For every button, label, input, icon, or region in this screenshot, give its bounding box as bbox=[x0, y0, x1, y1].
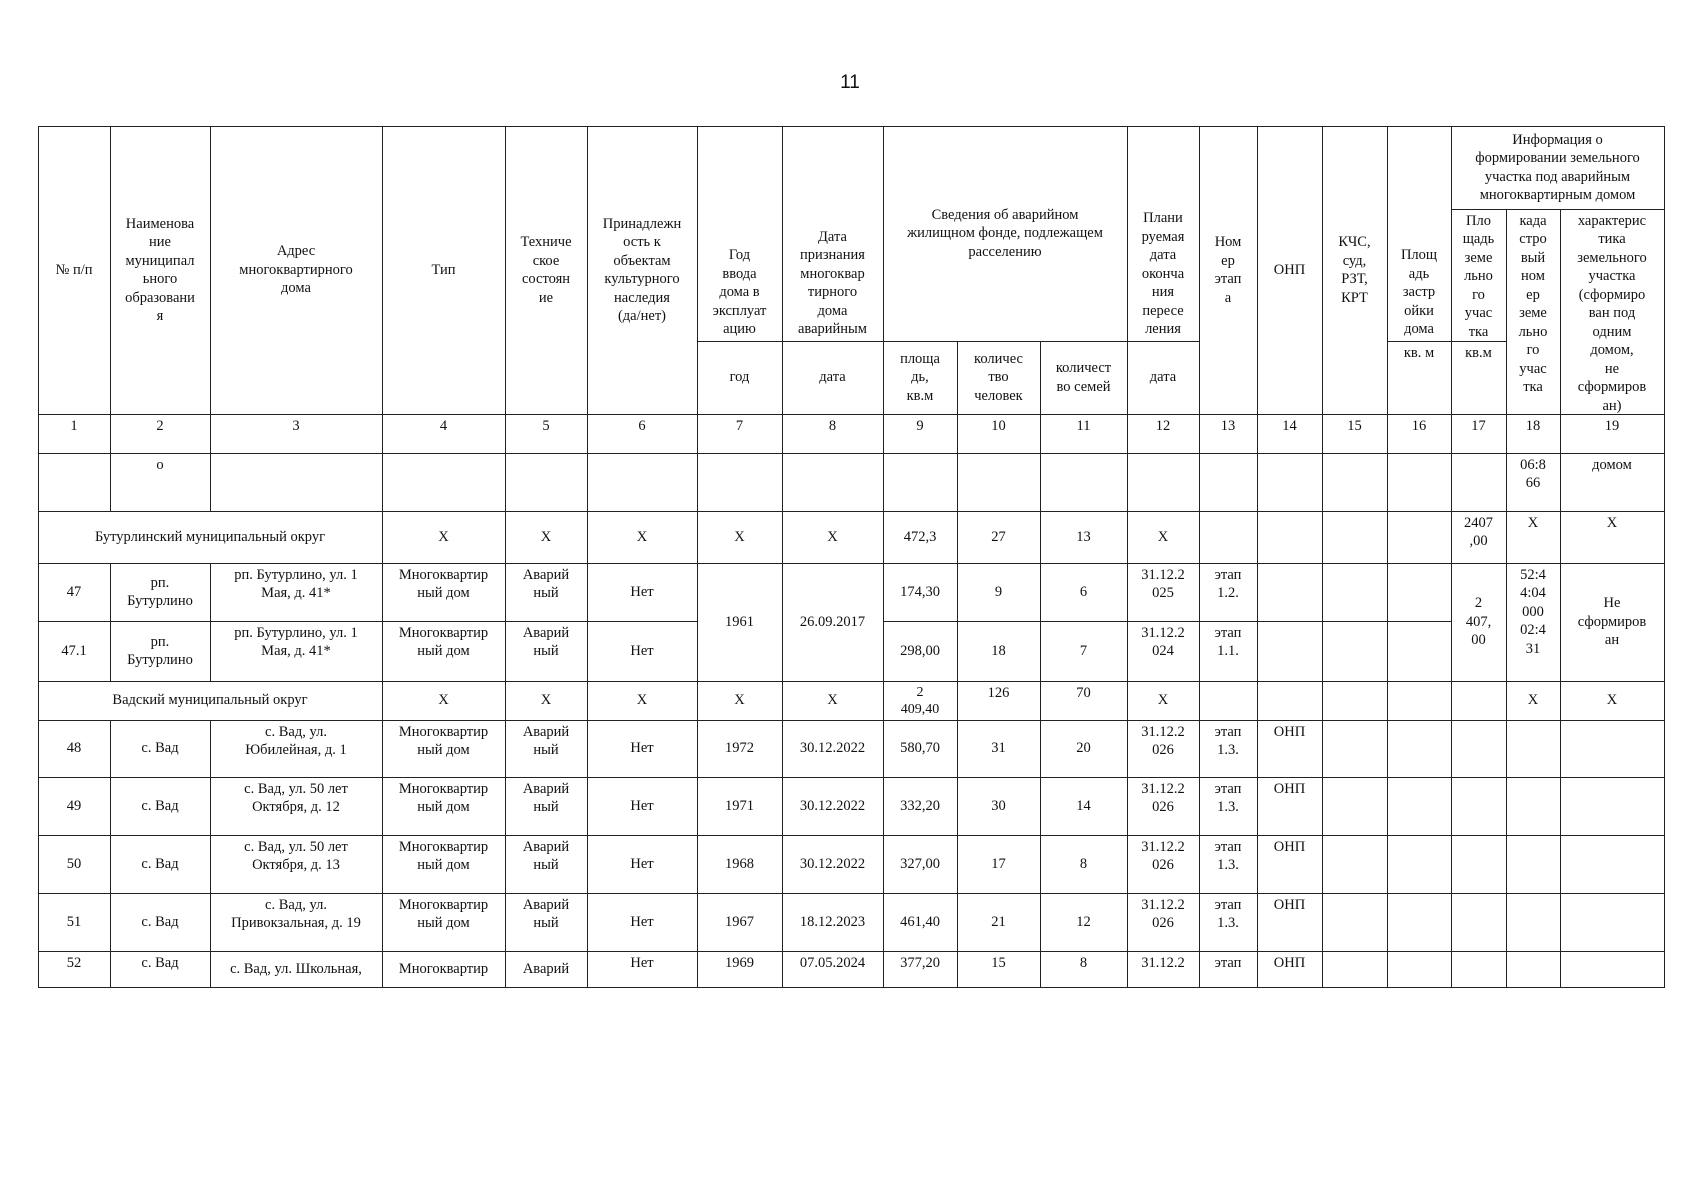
col-header-land-plot-info: Информация о формировании земельного участка под аварийным многоквартирным домом bbox=[1451, 126, 1665, 210]
row-stage: этап 1.3. bbox=[1199, 720, 1258, 778]
district-summary-cell: X bbox=[587, 681, 698, 721]
row-recognition-date-merged: 26.09.2017 bbox=[782, 563, 884, 682]
col-header-plot-characteristic: характерис тика земельного участка (сформиро ван под одним домом, не сформиров ан) bbox=[1560, 209, 1665, 415]
district-summary-cell: X bbox=[505, 511, 588, 564]
district-summary-families: 13 bbox=[1040, 511, 1128, 564]
row-heritage: Нет bbox=[587, 951, 698, 988]
column-number-12: 12 bbox=[1127, 414, 1200, 454]
column-number-18: 18 bbox=[1506, 414, 1561, 454]
row-heritage: Нет bbox=[587, 621, 698, 682]
continuation-cell-14 bbox=[1257, 453, 1323, 512]
row-plot-area-merged: 2 407, 00 bbox=[1451, 563, 1507, 682]
district-summary-cell bbox=[1322, 681, 1388, 721]
row-plot-area bbox=[1451, 835, 1507, 894]
row-number: 52 bbox=[38, 951, 111, 988]
column-number-10: 10 bbox=[957, 414, 1041, 454]
continuation-cell-18: 06:8 66 bbox=[1506, 453, 1561, 512]
row-recognition-date: 30.12.2022 bbox=[782, 720, 884, 778]
district-summary-cell bbox=[1387, 511, 1452, 564]
row-plot-area bbox=[1451, 893, 1507, 952]
district-summary-people: 27 bbox=[957, 511, 1041, 564]
district-summary-cell bbox=[1451, 681, 1507, 721]
col-header-planned-end-date: Плани руемая дата оконча ния пересе ления bbox=[1127, 126, 1200, 342]
row-planned-end-date: 31.12.2 024 bbox=[1127, 621, 1200, 682]
district-summary-cell bbox=[1322, 511, 1388, 564]
continuation-cell-7 bbox=[697, 453, 783, 512]
district-summary-cell: X bbox=[697, 681, 783, 721]
row-building-area bbox=[1387, 563, 1452, 622]
continuation-cell-8 bbox=[782, 453, 884, 512]
col-header-heritage: Принадлежн ость к объектам культурного наследия (да/нет) bbox=[587, 126, 698, 415]
row-onp bbox=[1257, 621, 1323, 682]
row-area: 327,00 bbox=[883, 835, 958, 894]
row-commission-year: 1967 bbox=[697, 893, 783, 952]
row-cadastral-number bbox=[1506, 835, 1561, 894]
district-summary-cell: X bbox=[1127, 681, 1200, 721]
row-onp: ОНП bbox=[1257, 893, 1323, 952]
continuation-cell-1 bbox=[38, 453, 111, 512]
row-technical-state: Аварий bbox=[505, 951, 588, 988]
row-area: 298,00 bbox=[883, 621, 958, 682]
district-summary-cell: X bbox=[782, 511, 884, 564]
column-number-13: 13 bbox=[1199, 414, 1258, 454]
row-stage: этап 1.1. bbox=[1199, 621, 1258, 682]
col-header-technical-state: Техниче ское состоян ие bbox=[505, 126, 588, 415]
row-kchs bbox=[1322, 951, 1388, 988]
row-stage: этап 1.2. bbox=[1199, 563, 1258, 622]
col-header-number: № п/п bbox=[38, 126, 111, 415]
row-heritage: Нет bbox=[587, 563, 698, 622]
col-header-recognition-date: Дата признания многоквар тирного дома аварийным bbox=[782, 126, 884, 342]
district-summary-families: 70 bbox=[1040, 681, 1128, 721]
row-municipality: с. Вад bbox=[110, 835, 211, 894]
continuation-cell-9 bbox=[883, 453, 958, 512]
row-families: 8 bbox=[1040, 835, 1128, 894]
continuation-cell-15 bbox=[1322, 453, 1388, 512]
row-municipality: с. Вад bbox=[110, 951, 211, 988]
subheader-families: количест во семей bbox=[1040, 341, 1128, 415]
subheader-sqm: кв. м bbox=[1387, 341, 1452, 415]
row-address: рп. Бутурлино, ул. 1 Мая, д. 41* bbox=[210, 563, 383, 622]
row-cadastral-number bbox=[1506, 893, 1561, 952]
row-address: с. Вад, ул. Привокзальная, д. 19 bbox=[210, 893, 383, 952]
row-cadastral-number-merged: 52:4 4:04 000 02:4 31 bbox=[1506, 563, 1561, 682]
district-summary-area: 472,3 bbox=[883, 511, 958, 564]
continuation-cell-12 bbox=[1127, 453, 1200, 512]
row-kchs bbox=[1322, 777, 1388, 836]
row-people: 18 bbox=[957, 621, 1041, 682]
row-commission-year: 1968 bbox=[697, 835, 783, 894]
row-commission-year: 1972 bbox=[697, 720, 783, 778]
district-summary-cell bbox=[1199, 511, 1258, 564]
row-commission-year: 1969 bbox=[697, 951, 783, 988]
row-building-area bbox=[1387, 951, 1452, 988]
row-stage: этап 1.3. bbox=[1199, 835, 1258, 894]
continuation-cell-5 bbox=[505, 453, 588, 512]
row-plot-area bbox=[1451, 951, 1507, 988]
district-summary-cell: X bbox=[505, 681, 588, 721]
row-families: 7 bbox=[1040, 621, 1128, 682]
row-plot-status bbox=[1560, 835, 1665, 894]
district-summary-cell: X bbox=[1560, 511, 1665, 564]
subheader-end-date: дата bbox=[1127, 341, 1200, 415]
row-heritage: Нет bbox=[587, 835, 698, 894]
row-type: Многоквартир ный дом bbox=[382, 720, 506, 778]
row-number: 47.1 bbox=[38, 621, 111, 682]
row-type: Многоквартир ный дом bbox=[382, 893, 506, 952]
district-summary-cell bbox=[1257, 681, 1323, 721]
continuation-cell-6 bbox=[587, 453, 698, 512]
row-type: Многоквартир ный дом bbox=[382, 777, 506, 836]
row-address: с. Вад, ул. 50 лет Октября, д. 13 bbox=[210, 835, 383, 894]
row-onp: ОНП bbox=[1257, 835, 1323, 894]
row-municipality: с. Вад bbox=[110, 720, 211, 778]
continuation-cell-16 bbox=[1387, 453, 1452, 512]
row-people: 30 bbox=[957, 777, 1041, 836]
column-number-14: 14 bbox=[1257, 414, 1323, 454]
district-summary-cell bbox=[1257, 511, 1323, 564]
row-plot-status bbox=[1560, 893, 1665, 952]
row-plot-area bbox=[1451, 720, 1507, 778]
row-cadastral-number bbox=[1506, 951, 1561, 988]
column-number-4: 4 bbox=[382, 414, 506, 454]
row-families: 12 bbox=[1040, 893, 1128, 952]
subheader-date: дата bbox=[782, 341, 884, 415]
page-number: 11 bbox=[840, 72, 860, 93]
district-summary-cell: X bbox=[1506, 511, 1561, 564]
row-recognition-date: 07.05.2024 bbox=[782, 951, 884, 988]
row-planned-end-date: 31.12.2 026 bbox=[1127, 777, 1200, 836]
row-recognition-date: 18.12.2023 bbox=[782, 893, 884, 952]
col-header-cadastral-number: када стро вый ном ер земе льно го учас тка bbox=[1506, 209, 1561, 415]
row-kchs bbox=[1322, 720, 1388, 778]
col-header-type: Тип bbox=[382, 126, 506, 415]
row-recognition-date: 30.12.2022 bbox=[782, 835, 884, 894]
row-technical-state: Аварий ный bbox=[505, 893, 588, 952]
subheader-sqm-plot: кв.м bbox=[1451, 341, 1507, 415]
column-number-11: 11 bbox=[1040, 414, 1128, 454]
row-families: 8 bbox=[1040, 951, 1128, 988]
row-municipality: с. Вад bbox=[110, 893, 211, 952]
row-type: Многоквартир ный дом bbox=[382, 835, 506, 894]
row-planned-end-date: 31.12.2 026 bbox=[1127, 720, 1200, 778]
row-municipality: рп. Бутурлино bbox=[110, 621, 211, 682]
row-planned-end-date: 31.12.2 bbox=[1127, 951, 1200, 988]
district-summary-cell: X bbox=[697, 511, 783, 564]
row-address: рп. Бутурлино, ул. 1 Мая, д. 41* bbox=[210, 621, 383, 682]
district-summary-cell: X bbox=[1127, 511, 1200, 564]
row-recognition-date: 30.12.2022 bbox=[782, 777, 884, 836]
row-municipality: рп. Бутурлино bbox=[110, 563, 211, 622]
row-plot-status bbox=[1560, 951, 1665, 988]
row-technical-state: Аварий ный bbox=[505, 720, 588, 778]
row-kchs bbox=[1322, 621, 1388, 682]
continuation-cell-4 bbox=[382, 453, 506, 512]
column-number-19: 19 bbox=[1560, 414, 1665, 454]
column-number-9: 9 bbox=[883, 414, 958, 454]
row-people: 31 bbox=[957, 720, 1041, 778]
row-technical-state: Аварий ный bbox=[505, 563, 588, 622]
row-address: с. Вад, ул. Школьная, bbox=[210, 951, 383, 988]
continuation-cell-2: о bbox=[110, 453, 211, 512]
row-heritage: Нет bbox=[587, 893, 698, 952]
row-kchs bbox=[1322, 893, 1388, 952]
row-stage: этап bbox=[1199, 951, 1258, 988]
row-plot-status bbox=[1560, 777, 1665, 836]
col-header-municipality: Наименова ние муниципал ьного образовани я bbox=[110, 126, 211, 415]
column-number-15: 15 bbox=[1322, 414, 1388, 454]
row-cadastral-number bbox=[1506, 777, 1561, 836]
row-plot-status-merged: Не сформиров ан bbox=[1560, 563, 1665, 682]
row-building-area bbox=[1387, 621, 1452, 682]
column-number-7: 7 bbox=[697, 414, 783, 454]
district-summary-plot-area: 2407 ,00 bbox=[1451, 511, 1507, 564]
col-header-address: Адрес многоквартирного дома bbox=[210, 126, 383, 415]
col-header-kchs: КЧС, суд, РЗТ, КРТ bbox=[1322, 126, 1388, 415]
col-header-building-area: Площ адь застр ойки дома bbox=[1387, 126, 1452, 342]
row-families: 20 bbox=[1040, 720, 1128, 778]
subheader-area: площа дь, кв.м bbox=[883, 341, 958, 415]
col-header-commission-year: Год ввода дома в эксплуат ацию bbox=[697, 126, 783, 342]
row-area: 332,20 bbox=[883, 777, 958, 836]
column-number-1: 1 bbox=[38, 414, 111, 454]
row-type: Многоквартир bbox=[382, 951, 506, 988]
row-onp: ОНП bbox=[1257, 777, 1323, 836]
row-families: 6 bbox=[1040, 563, 1128, 622]
row-building-area bbox=[1387, 893, 1452, 952]
row-number: 48 bbox=[38, 720, 111, 778]
continuation-cell-19: домом bbox=[1560, 453, 1665, 512]
row-people: 17 bbox=[957, 835, 1041, 894]
continuation-cell-17 bbox=[1451, 453, 1507, 512]
continuation-cell-13 bbox=[1199, 453, 1258, 512]
row-technical-state: Аварий ный bbox=[505, 777, 588, 836]
row-onp bbox=[1257, 563, 1323, 622]
continuation-cell-11 bbox=[1040, 453, 1128, 512]
row-people: 21 bbox=[957, 893, 1041, 952]
row-kchs bbox=[1322, 835, 1388, 894]
continuation-cell-3 bbox=[210, 453, 383, 512]
row-heritage: Нет bbox=[587, 777, 698, 836]
row-commission-year: 1971 bbox=[697, 777, 783, 836]
row-planned-end-date: 31.12.2 026 bbox=[1127, 893, 1200, 952]
district-summary-cell: X bbox=[587, 511, 698, 564]
district-summary-name: Вадский муниципальный округ bbox=[38, 681, 383, 721]
column-number-3: 3 bbox=[210, 414, 383, 454]
row-municipality: с. Вад bbox=[110, 777, 211, 836]
row-technical-state: Аварий ный bbox=[505, 835, 588, 894]
row-number: 50 bbox=[38, 835, 111, 894]
col-header-stage: Ном ер этап а bbox=[1199, 126, 1258, 415]
row-address: с. Вад, ул. 50 лет Октября, д. 12 bbox=[210, 777, 383, 836]
row-building-area bbox=[1387, 835, 1452, 894]
row-number: 49 bbox=[38, 777, 111, 836]
row-type: Многоквартир ный дом bbox=[382, 563, 506, 622]
row-onp: ОНП bbox=[1257, 951, 1323, 988]
row-technical-state: Аварий ный bbox=[505, 621, 588, 682]
continuation-cell-10 bbox=[957, 453, 1041, 512]
row-area: 461,40 bbox=[883, 893, 958, 952]
district-summary-cell: X bbox=[1560, 681, 1665, 721]
district-summary-cell: X bbox=[382, 511, 506, 564]
column-number-17: 17 bbox=[1451, 414, 1507, 454]
subheader-people: количес тво человек bbox=[957, 341, 1041, 415]
row-planned-end-date: 31.12.2 025 bbox=[1127, 563, 1200, 622]
row-stage: этап 1.3. bbox=[1199, 893, 1258, 952]
row-number: 51 bbox=[38, 893, 111, 952]
district-summary-cell bbox=[1387, 681, 1452, 721]
column-number-6: 6 bbox=[587, 414, 698, 454]
column-number-2: 2 bbox=[110, 414, 211, 454]
row-kchs bbox=[1322, 563, 1388, 622]
row-number: 47 bbox=[38, 563, 111, 622]
row-heritage: Нет bbox=[587, 720, 698, 778]
row-building-area bbox=[1387, 720, 1452, 778]
row-planned-end-date: 31.12.2 026 bbox=[1127, 835, 1200, 894]
row-area: 174,30 bbox=[883, 563, 958, 622]
row-onp: ОНП bbox=[1257, 720, 1323, 778]
district-summary-cell: X bbox=[782, 681, 884, 721]
row-building-area bbox=[1387, 777, 1452, 836]
district-summary-name: Бутурлинский муниципальный округ bbox=[38, 511, 383, 564]
col-header-plot-area: Пло щадь земе льно го учас тка bbox=[1451, 209, 1507, 342]
district-summary-cell bbox=[1199, 681, 1258, 721]
col-header-emergency-fund: Сведения об аварийном жилищном фонде, подлежащем расселению bbox=[883, 126, 1128, 342]
row-people: 15 bbox=[957, 951, 1041, 988]
row-area: 580,70 bbox=[883, 720, 958, 778]
district-summary-area: 2 409,40 bbox=[883, 681, 958, 721]
row-cadastral-number bbox=[1506, 720, 1561, 778]
row-type: Многоквартир ный дом bbox=[382, 621, 506, 682]
row-stage: этап 1.3. bbox=[1199, 777, 1258, 836]
row-plot-area bbox=[1451, 777, 1507, 836]
row-families: 14 bbox=[1040, 777, 1128, 836]
row-people: 9 bbox=[957, 563, 1041, 622]
district-summary-cell: X bbox=[1506, 681, 1561, 721]
row-area: 377,20 bbox=[883, 951, 958, 988]
row-address: с. Вад, ул. Юбилейная, д. 1 bbox=[210, 720, 383, 778]
col-header-onp: ОНП bbox=[1257, 126, 1323, 415]
column-number-16: 16 bbox=[1387, 414, 1452, 454]
district-summary-cell: X bbox=[382, 681, 506, 721]
subheader-year: год bbox=[697, 341, 783, 415]
row-plot-status bbox=[1560, 720, 1665, 778]
column-number-5: 5 bbox=[505, 414, 588, 454]
district-summary-people: 126 bbox=[957, 681, 1041, 721]
row-commission-year-merged: 1961 bbox=[697, 563, 783, 682]
column-number-8: 8 bbox=[782, 414, 884, 454]
